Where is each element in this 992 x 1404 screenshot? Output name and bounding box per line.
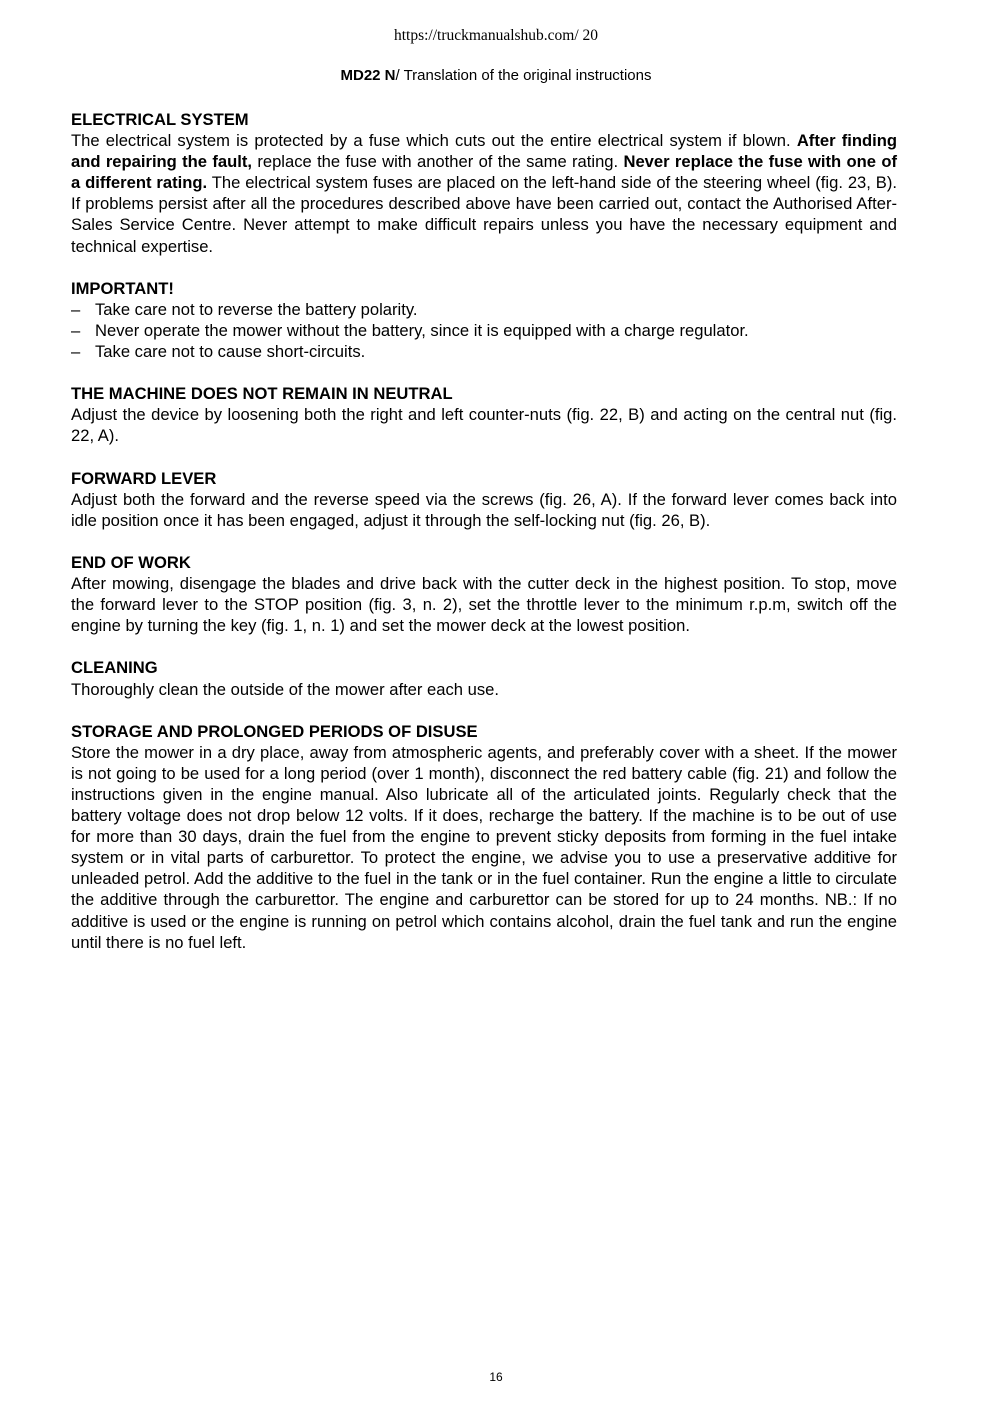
body-text: The electrical system fuses are placed on the left-hand side of the steering wheel (fig. 23, B). If problems persist after all the procedures described above have been carried out, contact the Authorised After-Sales Service Centre. Never attempt to make difficult repairs unless you have the necessary equipment and technical expertise. <box>71 173 897 256</box>
section-important <box>71 278 897 362</box>
section-forward-lever <box>71 468 897 531</box>
list-item <box>71 341 897 362</box>
source-url: https://truckmanualshub.com/ 20 <box>393 27 599 44</box>
dash-marker: – <box>71 299 81 319</box>
section-body: Thoroughly clean the outside of the mower after each use. <box>71 679 500 699</box>
page-content <box>71 109 897 974</box>
important-list <box>71 299 897 362</box>
model-name: MD22 N <box>340 67 396 84</box>
section-body: After mowing, disengage the blades and drive back with the cutter deck in the highest position. To stop, move the forward lever to the STOP position (fig. 3, n. 2), set the throttle lever to the minimum r.p.m, switch off the engine by turning the key (fig. 1, n. 1) and set the mower deck at the lowest position. <box>71 574 897 636</box>
list-item <box>71 299 897 320</box>
page-number: 16 <box>489 1370 503 1384</box>
section-neutral <box>71 383 897 446</box>
emphasis-text: Never replace the fuse with one of a different rating. <box>71 152 897 193</box>
section-heading: FORWARD LEVER <box>71 468 217 488</box>
section-body: Store the mower in a dry place, away from atmospheric agents, and preferably cover with a sheet. If the mower is not going to be used for a long period (over 1 month), disconnect the red battery cable (fig. 21) and follow the instructions given in the engine manual. Also lubricate all of the articulated joints. Regularly check that the battery voltage does not drop below 12 volts. If it does, recharge the battery. If the machine is to be out of use for more than 30 days, drain the fuel from the engine to prevent sticky deposits from forming in the fuel intake system or in vital parts of carburettor. To protect the engine, we advise you to use a preservative additive for unleaded petrol. Add the additive to the fuel in the tank or in the fuel container. Run the engine a little to circulate the additive through the carburettor. The engine and carburettor can be stored for up to 24 months. NB.: If no additive is used or the engine is running on petrol which contains alcohol, drain the fuel tank and run the engine until there is no fuel left. <box>71 742 897 952</box>
section-storage <box>71 721 897 953</box>
section-body <box>71 130 897 257</box>
emphasis-text: After finding and repairing the fault, <box>71 131 898 172</box>
list-item-text: Take care not to cause short-circuits. <box>95 342 366 362</box>
list-item-text: Never operate the mower without the battery, since it is equipped with a charge regulator. <box>95 320 749 340</box>
body-text: The electrical system is protected by a fuse which cuts out the entire electrical system if blown. <box>71 131 797 151</box>
list-item <box>71 320 897 341</box>
header-subtitle: / Translation of the original instructions <box>395 67 652 84</box>
section-heading: THE MACHINE DOES NOT REMAIN IN NEUTRAL <box>71 384 453 404</box>
section-heading: IMPORTANT! <box>71 278 174 298</box>
section-body: Adjust the device by loosening both the right and left counter-nuts (fig. 22, B) and acting on the central nut (fig. 22, A). <box>71 405 897 446</box>
section-heading: ELECTRICAL SYSTEM <box>71 110 249 129</box>
document-header <box>0 67 992 84</box>
section-cleaning <box>71 657 897 699</box>
body-text: replace the fuse with another of the same rating. <box>252 152 624 172</box>
section-body: Adjust both the forward and the reverse speed via the screws (fig. 26, A). If the forward lever comes back into idle position once it has been engaged, adjust it through the self-locking nut (fig. 26, B). <box>71 489 897 530</box>
section-end-of-work <box>71 552 897 636</box>
list-item-text: Take care not to reverse the battery polarity. <box>95 299 418 319</box>
section-heading: CLEANING <box>71 658 158 678</box>
section-heading: END OF WORK <box>71 552 191 572</box>
dash-marker: – <box>71 342 81 362</box>
section-electrical-system <box>71 109 897 257</box>
dash-marker: – <box>71 320 81 340</box>
section-heading: STORAGE AND PROLONGED PERIODS OF DISUSE <box>71 721 478 741</box>
